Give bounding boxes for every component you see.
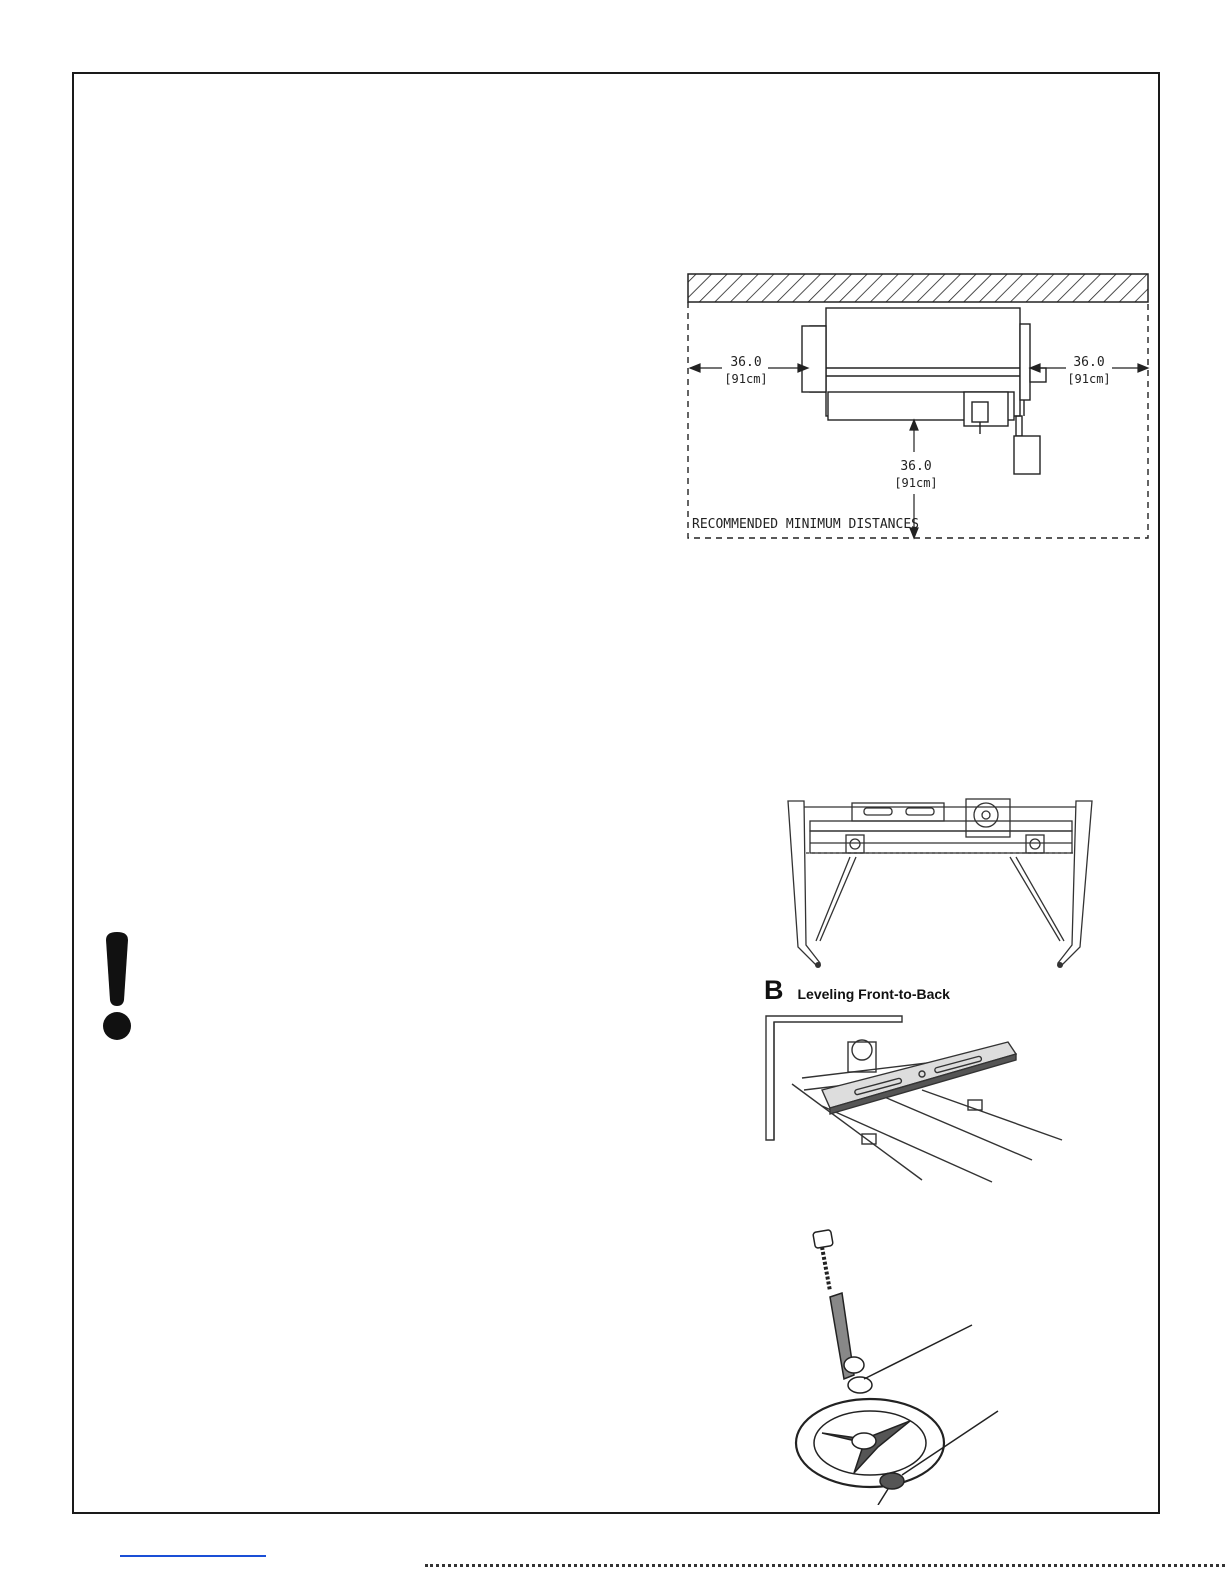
leveling-front-view-illustration xyxy=(780,795,1100,973)
right-distance-metric: [91cm] xyxy=(1067,372,1111,386)
figure-b-label xyxy=(764,975,950,1006)
handwheel-assembly-illustration xyxy=(792,1225,1002,1505)
exclamation-icon xyxy=(100,930,134,1042)
footer-link-underline xyxy=(120,1555,266,1557)
figure-b-caption: Leveling Front-to-Back xyxy=(797,986,950,1002)
front-distance-metric: [91cm] xyxy=(894,476,938,490)
left-distance-value: 36.0 xyxy=(730,355,762,370)
leveling-front-to-back-illustration xyxy=(762,1010,1082,1190)
figure-b-letter: B xyxy=(764,975,784,1005)
front-distance-value: 36.0 xyxy=(900,459,932,474)
left-distance-metric: [91cm] xyxy=(724,372,768,386)
machine-top-view xyxy=(802,308,1046,474)
right-distance-value: 36.0 xyxy=(1073,355,1105,370)
clearance-diagram xyxy=(684,270,1152,548)
clearance-caption: RECOMMENDED MINIMUM DISTANCES xyxy=(692,517,919,532)
footer-rule xyxy=(425,1564,1225,1567)
wall-hatch xyxy=(688,274,1148,302)
